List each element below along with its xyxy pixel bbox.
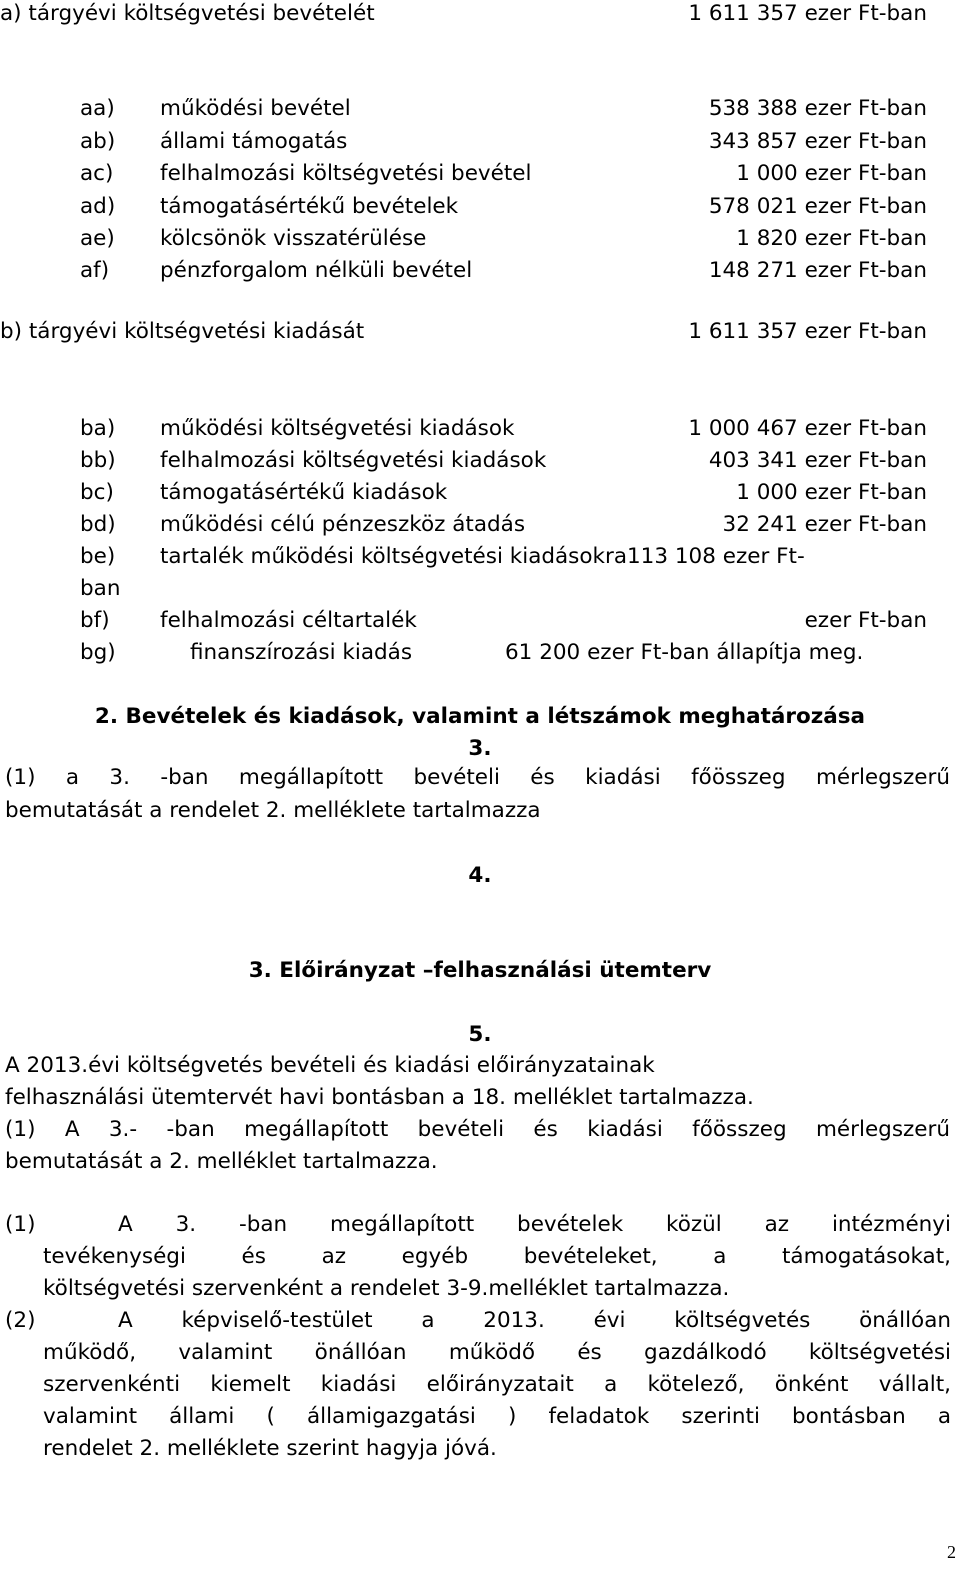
item-label: pénzforgalom nélküli bevétel	[160, 258, 473, 283]
item-code: bb)	[80, 448, 116, 473]
item-label: állami támogatás	[160, 129, 348, 154]
item-amount: 1 000 467 ezer Ft-ban	[688, 416, 927, 441]
item-label: működési költségvetési kiadások	[160, 416, 515, 441]
item-label: működési bevétel	[160, 96, 351, 121]
revenue-total-label: a) tárgyévi költségvetési bevételét	[0, 1, 375, 26]
item-code: ba)	[80, 416, 116, 441]
paragraph-label: (1)	[5, 1212, 36, 1237]
item-label: támogatásértékű bevételek	[160, 194, 459, 219]
paragraph-line: működő, valamint önállóan működő és gazdálkodó költségvetési	[43, 1340, 951, 1365]
expense-total-label: b) tárgyévi költségvetési kiadását	[0, 319, 365, 344]
item-code: aa)	[80, 96, 115, 121]
item-label: felhalmozási céltartalék	[160, 608, 417, 633]
expense-total-amount: 1 611 357 ezer Ft-ban	[688, 319, 927, 344]
paragraph-line: felhasználási ütemtervét havi bontásban a 18. melléklet tartalmazza.	[5, 1085, 754, 1110]
paragraph-line: bemutatását a 2. melléklet tartalmazza.	[5, 1149, 438, 1174]
item-code: ad)	[80, 194, 116, 219]
item-amount: ezer Ft-ban	[804, 608, 927, 633]
item-amount: 578 021 ezer Ft-ban	[708, 194, 927, 219]
section-heading: 2. Bevételek és kiadások, valamint a létszámok meghatározása	[94, 704, 866, 729]
section-heading: 3. Előirányzat –felhasználási ütemterv	[248, 958, 712, 983]
item-amount: 1 000 ezer Ft-ban	[736, 480, 927, 505]
paragraph-number: 5.	[468, 1022, 492, 1047]
paragraph-line: A képviselő-testület a 2013. évi költségvetés önállóan	[118, 1308, 951, 1333]
paragraph-line: A 3. -ban megállapított bevételek közül az intézményi	[118, 1212, 951, 1237]
paragraph-line: tevékenységi és az egyéb bevételeket, a támogatásokat,	[43, 1244, 951, 1269]
revenue-total-amount: 1 611 357 ezer Ft-ban	[688, 1, 927, 26]
item-amount: 32 241 ezer Ft-ban	[722, 512, 927, 537]
item-label: kölcsönök visszatérülése	[160, 226, 427, 251]
page-number: 2	[947, 1542, 956, 1562]
item-amount: 1 000 ezer Ft-ban	[736, 161, 927, 186]
item-code: bc)	[80, 480, 114, 505]
item-label: működési célú pénzeszköz átadás	[160, 512, 526, 537]
item-code: bd)	[80, 512, 116, 537]
paragraph-number: 4.	[468, 863, 492, 888]
paragraph-line: szervenkénti kiemelt kiadási előirányzatait a kötelező, önként vállalt,	[43, 1372, 951, 1397]
item-amount: 403 341 ezer Ft-ban	[708, 448, 927, 473]
paragraph-line: költségvetési szervenként a rendelet 3-9.melléklet tartalmazza.	[43, 1276, 730, 1301]
paragraph-number: 3.	[468, 736, 492, 761]
item-amount: 148 271 ezer Ft-ban	[708, 258, 927, 283]
item-amount: 538 388 ezer Ft-ban	[708, 96, 927, 121]
paragraph-line: (1) A 3.- -ban megállapított bevételi és kiadási főösszeg mérlegszerű	[5, 1117, 950, 1142]
item-text-wrap: ban	[80, 576, 121, 601]
item-code: bg)	[80, 640, 116, 665]
item-code: bf)	[80, 608, 110, 633]
item-amount: 343 857 ezer Ft-ban	[708, 129, 927, 154]
paragraph-line: valamint állami ( államigazgatási ) feladatok szerinti bontásban a	[43, 1404, 951, 1429]
paragraph-label: (2)	[5, 1308, 36, 1333]
paragraph-line: bemutatását a rendelet 2. melléklete tartalmazza	[5, 798, 541, 823]
item-text: tartalék működési költségvetési kiadásokra113 108 ezer Ft-	[160, 544, 805, 569]
item-amount: 1 820 ezer Ft-ban	[736, 226, 927, 251]
item-code: ab)	[80, 129, 116, 154]
paragraph-line: rendelet 2. melléklete szerint hagyja jóvá.	[43, 1436, 497, 1461]
item-label: felhalmozási költségvetési kiadások	[160, 448, 547, 473]
paragraph-line: (1) a 3. -ban megállapított bevételi és kiadási főösszeg mérlegszerű	[5, 765, 950, 790]
item-code: be)	[80, 544, 116, 569]
item-code: ac)	[80, 161, 114, 186]
item-label: felhalmozási költségvetési bevétel	[160, 161, 532, 186]
item-label: támogatásértékű kiadások	[160, 480, 448, 505]
item-amount: 61 200 ezer Ft-ban állapítja meg.	[505, 640, 864, 665]
item-code: af)	[80, 258, 110, 283]
item-label: finanszírozási kiadás	[190, 640, 413, 665]
item-code: ae)	[80, 226, 115, 251]
paragraph-line: A 2013.évi költségvetés bevételi és kiadási előirányzatainak	[5, 1053, 655, 1078]
